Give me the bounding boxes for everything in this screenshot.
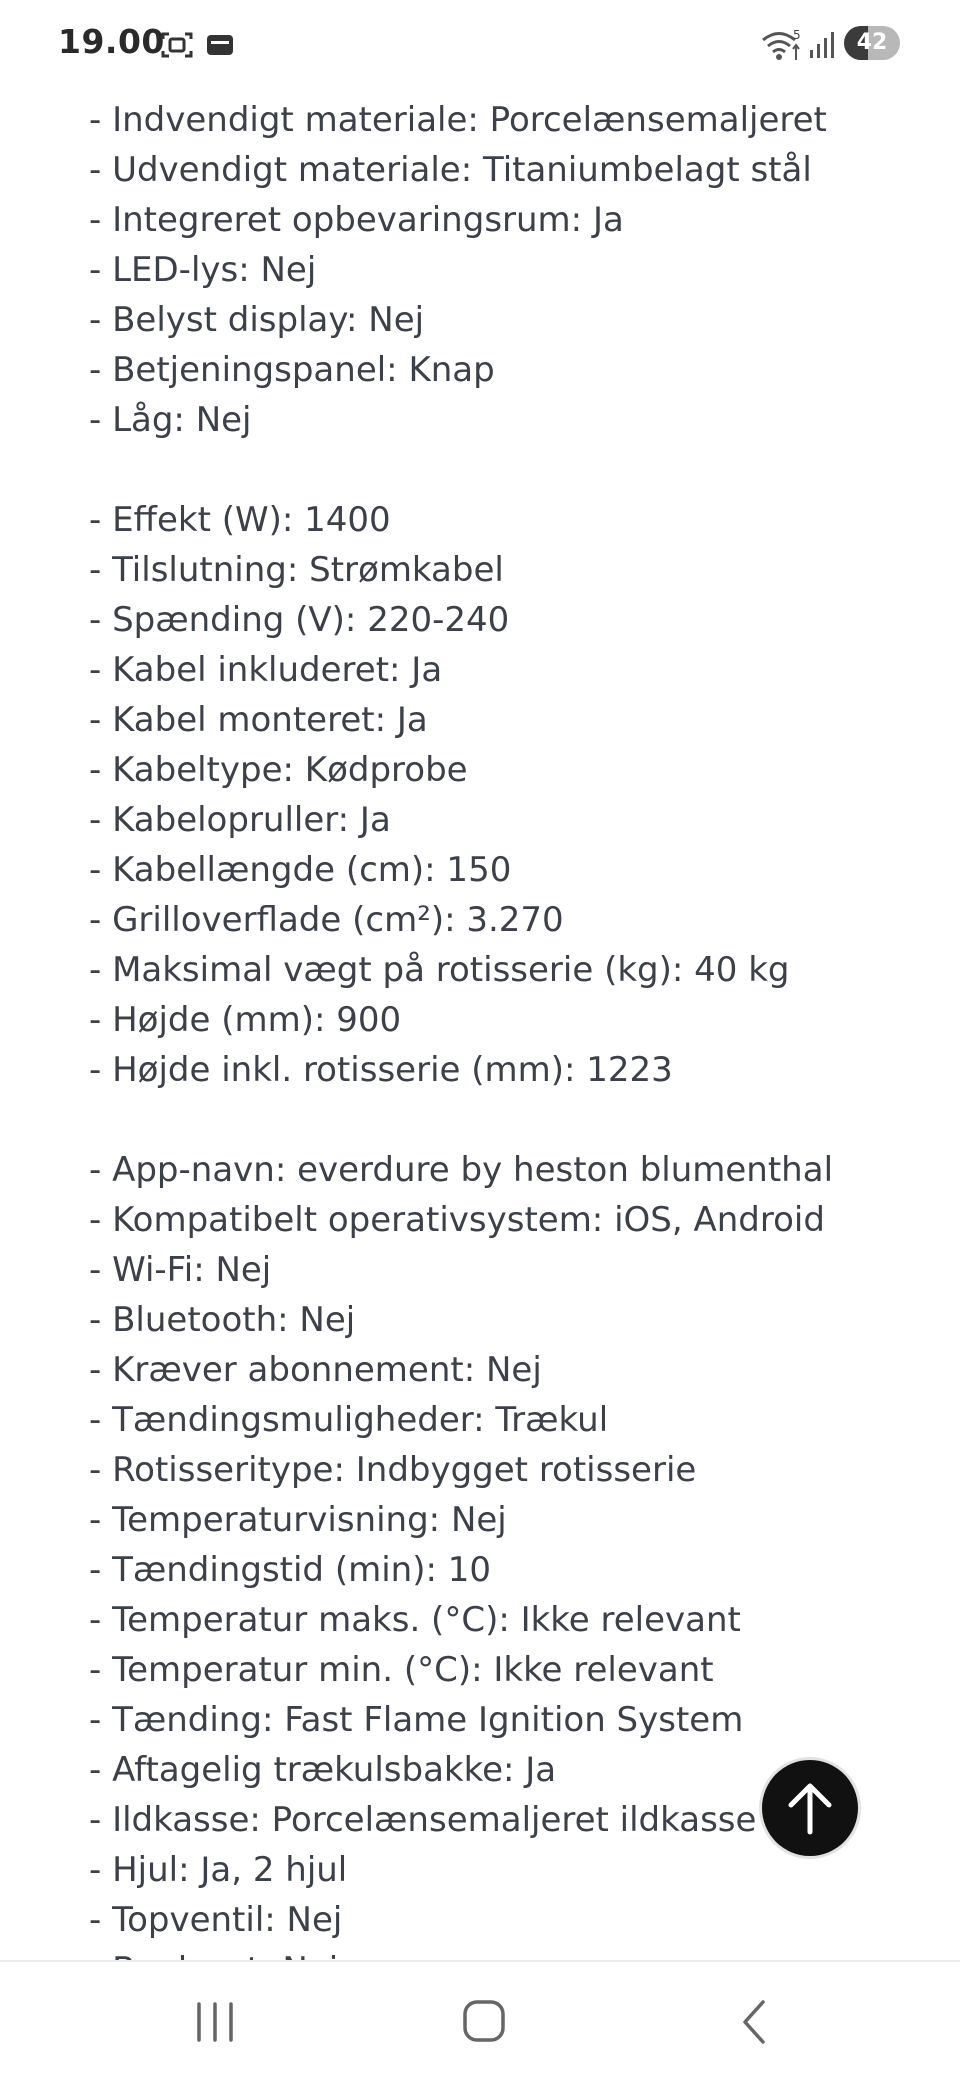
wifi-label: 5 — [793, 28, 801, 42]
spec-line: - Belyst display: Nej — [89, 300, 425, 340]
spec-line: - Effekt (W): 1400 — [89, 500, 391, 540]
navigation-bar — [0, 1960, 960, 2082]
spec-line: - Låg: Nej — [89, 400, 252, 440]
spec-line: - Kabelopruller: Ja — [89, 800, 391, 840]
spec-line: - Temperatur min. (°C): Ikke relevant — [89, 1650, 714, 1690]
spec-line: - Maksimal vægt på rotisserie (kg): 40 kg — [89, 950, 790, 990]
spec-line: - Integreret opbevaringsrum: Ja — [89, 200, 624, 240]
spec-line: - Højde (mm): 900 — [89, 1000, 402, 1040]
back-button[interactable] — [713, 1984, 793, 2060]
spec-line: - App-navn: everdure by heston blumenthal — [89, 1150, 834, 1190]
battery-indicator — [844, 26, 900, 60]
spec-line: - Kompatibelt operativsystem: iOS, Android — [89, 1200, 825, 1240]
spec-line: - Tændingstid (min): 10 — [89, 1550, 491, 1590]
home-icon — [443, 1984, 523, 2060]
spec-line: - Aftagelig trækulsbakke: Ja — [89, 1750, 557, 1790]
battery-level: 42 — [856, 30, 888, 55]
spec-line: - Temperaturvisning: Nej — [89, 1500, 507, 1540]
spec-line: - Tænding: Fast Flame Ignition System — [89, 1700, 744, 1740]
spec-line: - Grilloverflade (cm²): 3.270 — [89, 900, 564, 940]
spec-line: - Kabel monteret: Ja — [89, 700, 428, 740]
screenshot-icon — [160, 30, 194, 64]
spec-line: - Rotisseritype: Indbygget rotisserie — [89, 1450, 697, 1490]
spec-list — [89, 95, 929, 1970]
wifi-icon — [760, 28, 806, 66]
wallet-icon — [205, 32, 235, 62]
recent-apps-button[interactable] — [175, 1984, 255, 2060]
arrow-up-icon — [762, 1760, 858, 1856]
spec-line: - LED-lys: Nej — [89, 250, 317, 290]
spec-line: - Wi-Fi: Nej — [89, 1250, 272, 1290]
spec-line: - Topventil: Nej — [89, 1900, 343, 1940]
spec-line: - Kabeltype: Kødprobe — [89, 750, 468, 790]
spec-line: - Temperatur maks. (°C): Ikke relevant — [89, 1600, 741, 1640]
status-time: 19.00 — [58, 22, 165, 61]
spec-line: - Bluetooth: Nej — [89, 1300, 356, 1340]
spec-line: - Kræver abonnement: Nej — [89, 1350, 542, 1390]
spec-line: - Betjeningspanel: Knap — [89, 350, 495, 390]
spec-line: - Hjul: Ja, 2 hjul — [89, 1850, 348, 1890]
spec-line: - Højde inkl. rotisserie (mm): 1223 — [89, 1050, 673, 1090]
spec-line: - Indvendigt materiale: Porcelænsemaljeret — [89, 100, 827, 140]
spec-group-gap — [89, 1095, 929, 1145]
spec-line: - Tændingsmuligheder: Trækul — [89, 1400, 609, 1440]
spec-group-gap — [89, 445, 929, 495]
spec-line: - Spænding (V): 220-240 — [89, 600, 510, 640]
back-icon — [713, 1984, 793, 2060]
spec-line: - Kabel inkluderet: Ja — [89, 650, 443, 690]
status-bar — [0, 0, 960, 90]
spec-line: - Udvendigt materiale: Titaniumbelagt stål — [89, 150, 812, 190]
spec-line: - Ildkasse: Porcelænsemaljeret ildkasse — [89, 1800, 757, 1840]
home-button[interactable] — [443, 1984, 523, 2060]
recent-apps-icon — [175, 1984, 255, 2060]
spec-line: - Kabellængde (cm): 150 — [89, 850, 512, 890]
scroll-to-top-button[interactable] — [762, 1760, 858, 1856]
signal-icon — [808, 30, 836, 64]
spec-line: - Tilslutning: Strømkabel — [89, 550, 504, 590]
